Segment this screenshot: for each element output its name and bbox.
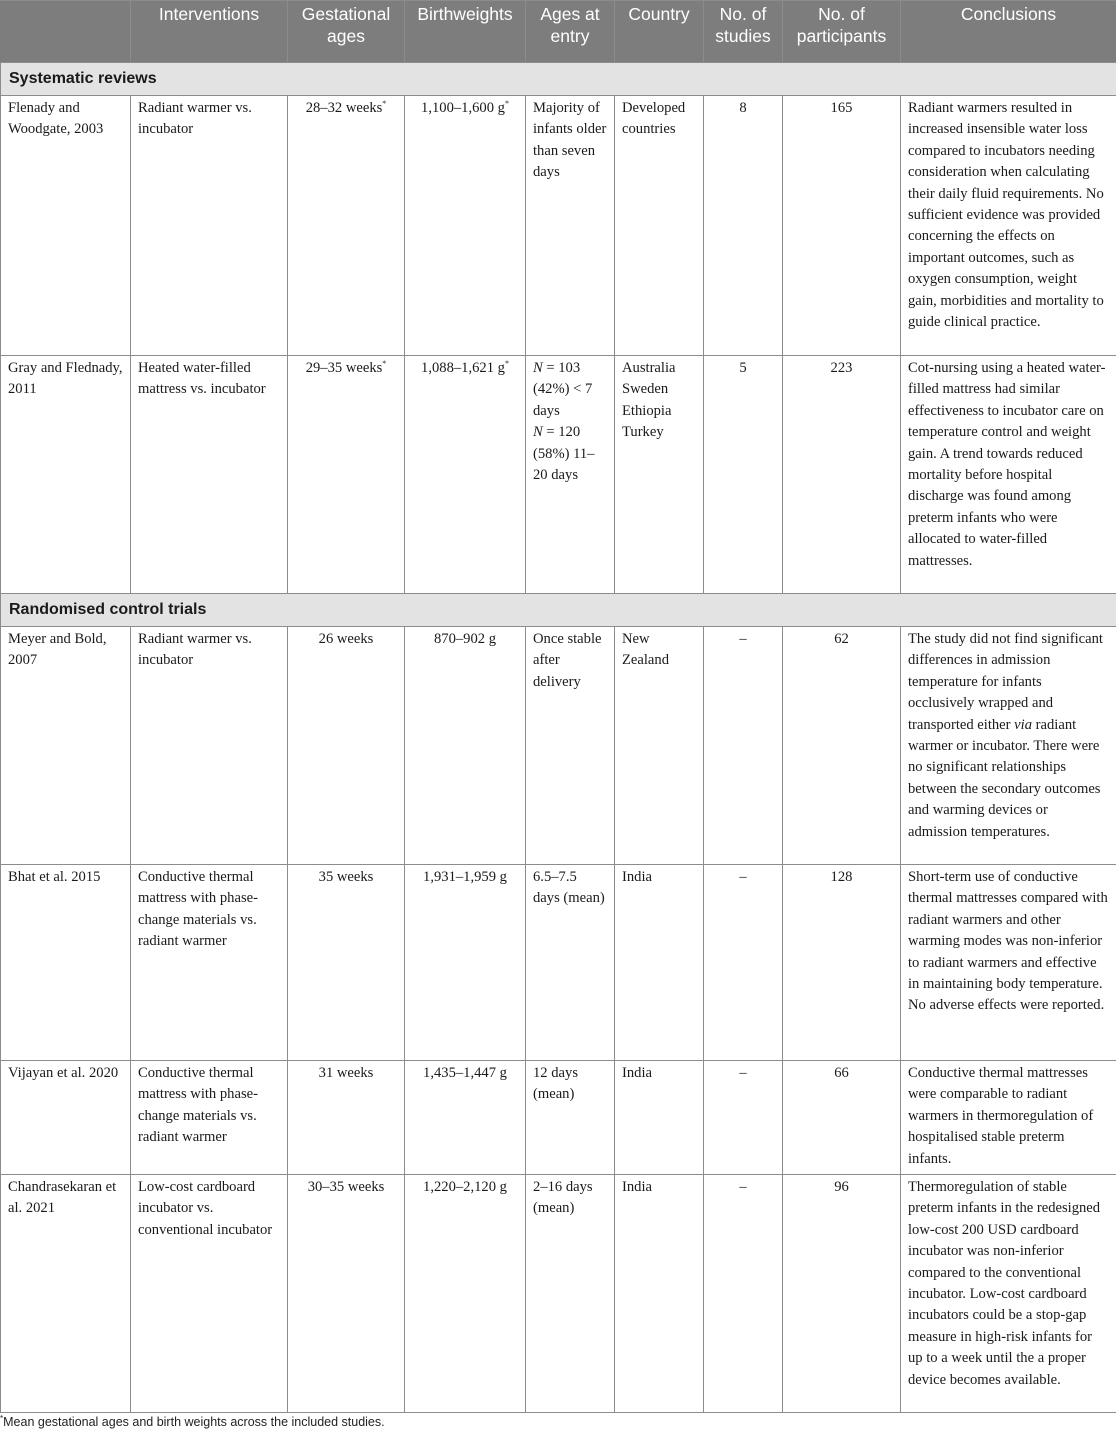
- intervention-cell: Conductive thermal mattress with phase-change materials vs. radiant warmer: [131, 865, 288, 1061]
- table-row: [1, 1175, 1116, 1413]
- study-cell: Flenady and Woodgate, 2003: [1, 96, 131, 356]
- entry-cell: 12 days (mean): [526, 1061, 615, 1175]
- gestational-cell: 30–35 weeks: [288, 1175, 405, 1413]
- entry-cell: Once stable after delivery: [526, 627, 615, 865]
- table-row: [1, 1061, 1116, 1175]
- studies-count-cell: 5: [704, 356, 783, 594]
- header-ages-at-entry: Ages at entry: [526, 1, 615, 63]
- entry-cell: Majority of infants older than seven days: [526, 96, 615, 356]
- country-cell: Developed countries: [615, 96, 704, 356]
- header-birthweights: Birthweights: [405, 1, 526, 63]
- conclusion-cell: Short-term use of conductive thermal mattresses compared with radiant warmers and other warming modes was non-inferior to radiant warmers and effective in maintaining body temperature. No adverse effects were reported.: [901, 865, 1116, 1061]
- header-interventions: Interventions: [131, 1, 288, 63]
- studies-count-cell: –: [704, 627, 783, 865]
- study-cell: Bhat et al. 2015: [1, 865, 131, 1061]
- intervention-cell: Radiant warmer vs. incubator: [131, 96, 288, 356]
- footnote-mark: *: [0, 1414, 4, 1423]
- table-row: [1, 356, 1116, 594]
- study-cell: Meyer and Bold, 2007: [1, 627, 131, 865]
- birthweight-cell: 1,100–1,600 g*: [405, 96, 526, 356]
- conclusion-cell: The study did not find significant differences in admission temperature for infants occlusively wrapped and transported either via radiant warmer or incubator. There were no significant relationships between the secondary outcomes and warming devices or admission temperatures.: [901, 627, 1116, 865]
- gestational-cell: 29–35 weeks*: [288, 356, 405, 594]
- conclusion-cell: Radiant warmers resulted in increased insensible water loss compared to incubators needing consideration when calculating their daily fluid requirements. No sufficient evidence was provided concerning the effects on important outcomes, such as oxygen consumption, weight gain, morbidities and mortality to guide clinical practice.: [901, 96, 1116, 356]
- footnote-mark: *: [382, 359, 387, 368]
- birthweight-cell: 1,931–1,959 g: [405, 865, 526, 1061]
- country-cell: India: [615, 1175, 704, 1413]
- studies-count-cell: 8: [704, 96, 783, 356]
- entry-cell: N = 103 (42%) < 7 days N = 120 (58%) 11–20 days: [526, 356, 615, 594]
- table-row: [1, 96, 1116, 356]
- conclusion-cell: Thermoregulation of stable preterm infants in the redesigned low-cost 200 USD cardboard incubator was non-inferior compared to the conventional incubator. Low-cost cardboard incubators could be a stop-gap measure in high-risk infants for up to a week until the a proper device becomes available.: [901, 1175, 1116, 1413]
- participants-cell: 66: [783, 1061, 901, 1175]
- header-no-of-participants: No. of participants: [783, 1, 901, 63]
- participants-cell: 128: [783, 865, 901, 1061]
- gestational-cell: 35 weeks: [288, 865, 405, 1061]
- country-cell: New Zealand: [615, 627, 704, 865]
- intervention-cell: Heated water-filled mattress vs. incubator: [131, 356, 288, 594]
- study-cell: Gray and Flednady, 2011: [1, 356, 131, 594]
- entry-cell: 2–16 days (mean): [526, 1175, 615, 1413]
- gestational-cell: 28–32 weeks*: [288, 96, 405, 356]
- conclusion-cell: Cot-nursing using a heated water-filled mattress had similar effectiveness to incubator care on temperature control and weight gain. A trend towards reduced mortality before hospital discharge was found among preterm infants who were allocated to water-filled mattresses.: [901, 356, 1116, 594]
- footnote-mark: *: [382, 99, 387, 108]
- intervention-cell: Low-cost cardboard incubator vs. conventional incubator: [131, 1175, 288, 1413]
- intervention-cell: Radiant warmer vs. incubator: [131, 627, 288, 865]
- header-conclusions: Conclusions: [901, 1, 1116, 63]
- header-gestational-ages: Gestational ages: [288, 1, 405, 63]
- country-cell: India: [615, 1061, 704, 1175]
- section-randomised-control-trials: Randomised control trials: [1, 594, 1116, 627]
- section-systematic-reviews: Systematic reviews: [1, 63, 1116, 96]
- table-footnote: [0, 1415, 385, 1429]
- gestational-cell: 31 weeks: [288, 1061, 405, 1175]
- participants-cell: 165: [783, 96, 901, 356]
- birthweight-cell: 1,435–1,447 g: [405, 1061, 526, 1175]
- participants-cell: 223: [783, 356, 901, 594]
- intervention-cell: Conductive thermal mattress with phase-change materials vs. radiant warmer: [131, 1061, 288, 1175]
- country-cell: Australia Sweden Ethiopia Turkey: [615, 356, 704, 594]
- birthweight-cell: 1,220–2,120 g: [405, 1175, 526, 1413]
- participants-cell: 62: [783, 627, 901, 865]
- study-cell: Vijayan et al. 2020: [1, 1061, 131, 1175]
- section-row: [1, 594, 1116, 627]
- section-row: [1, 63, 1116, 96]
- studies-count-cell: –: [704, 1061, 783, 1175]
- table-row: [1, 865, 1116, 1061]
- studies-count-cell: –: [704, 865, 783, 1061]
- table-row: [1, 627, 1116, 865]
- footnote-mark: *: [504, 99, 509, 108]
- header-country: Country: [615, 1, 704, 63]
- birthweight-cell: 870–902 g: [405, 627, 526, 865]
- header-row: [1, 1, 1116, 63]
- conclusion-cell: Conductive thermal mattresses were comparable to radiant warmers in thermoregulation of hospitalised stable preterm infants.: [901, 1061, 1116, 1175]
- studies-count-cell: –: [704, 1175, 783, 1413]
- gestational-cell: 26 weeks: [288, 627, 405, 865]
- country-cell: India: [615, 865, 704, 1061]
- header-study: [1, 1, 131, 63]
- study-cell: Chandrasekaran et al. 2021: [1, 1175, 131, 1413]
- footnote-mark: *: [504, 359, 509, 368]
- header-no-of-studies: No. of studies: [704, 1, 783, 63]
- birthweight-cell: 1,088–1,621 g*: [405, 356, 526, 594]
- footnote-text: Mean gestational ages and birth weights across the included studies.: [3, 1415, 385, 1429]
- participants-cell: 96: [783, 1175, 901, 1413]
- entry-cell: 6.5–7.5 days (mean): [526, 865, 615, 1061]
